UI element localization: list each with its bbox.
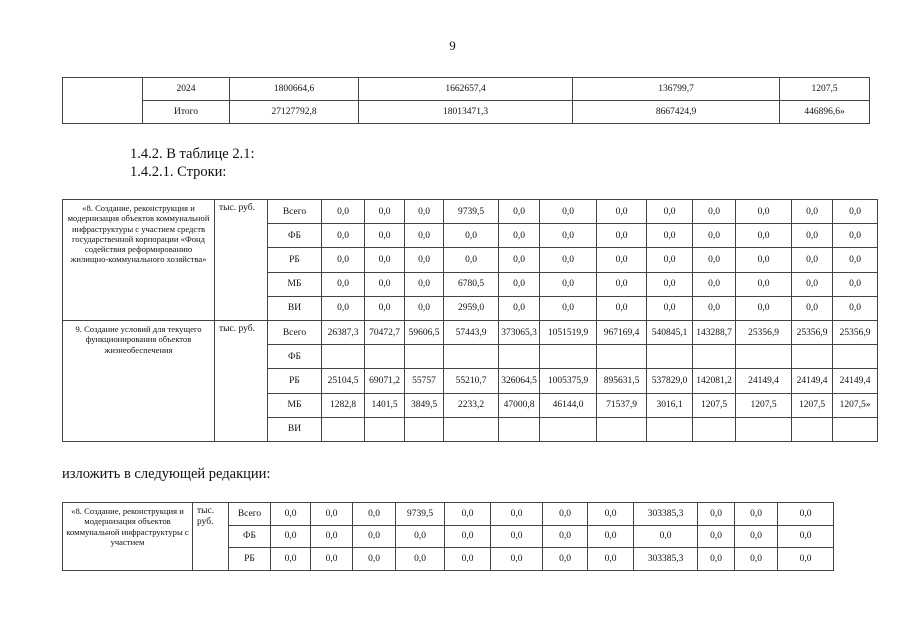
value-cell: 0,0 bbox=[271, 525, 311, 548]
value-cell bbox=[792, 345, 833, 369]
value-cell: 0,0 bbox=[445, 525, 491, 548]
value-cell: 0,0 bbox=[693, 272, 736, 296]
empty-cell bbox=[63, 78, 143, 124]
row-description: 9. Создание условий для текущего функционирования объектов жизнеобеспечения bbox=[63, 320, 215, 441]
value-cell: 303385,3 bbox=[634, 548, 698, 571]
value-cell: 0,0 bbox=[271, 548, 311, 571]
value-cell: 0,0 bbox=[597, 272, 647, 296]
value-cell: 540845,1 bbox=[647, 320, 693, 344]
value-cell: 0,0 bbox=[736, 296, 792, 320]
value-cell: 967169,4 bbox=[597, 320, 647, 344]
value-cell: 0,0 bbox=[735, 503, 778, 526]
value-cell: 0,0 bbox=[365, 248, 405, 272]
value-cell: 1207,5» bbox=[833, 393, 878, 417]
value-cell: 0,0 bbox=[693, 200, 736, 224]
value-cell: 0,0 bbox=[597, 200, 647, 224]
value-cell bbox=[405, 417, 444, 441]
value-cell: 0,0 bbox=[322, 272, 365, 296]
section-subheading: 1.4.2.1. Строки: bbox=[130, 164, 227, 180]
value-cell: 0,0 bbox=[322, 248, 365, 272]
value-cell: 46144,0 bbox=[540, 393, 597, 417]
value-cell bbox=[693, 417, 736, 441]
source-cell: РБ bbox=[268, 248, 322, 272]
value-cell bbox=[597, 345, 647, 369]
value-cell: 0,0 bbox=[833, 248, 878, 272]
value-cell: 0,0 bbox=[322, 200, 365, 224]
unit-cell: тыс. руб. bbox=[215, 200, 268, 321]
source-cell: РБ bbox=[229, 548, 271, 571]
value-cell: 1282,8 bbox=[322, 393, 365, 417]
source-cell: ВИ bbox=[268, 296, 322, 320]
value-cell: 0,0 bbox=[491, 503, 543, 526]
value-cell: 0,0 bbox=[311, 525, 353, 548]
table-row bbox=[63, 200, 878, 224]
value-cell: 0,0 bbox=[405, 272, 444, 296]
value-cell: 0,0 bbox=[698, 503, 735, 526]
value-cell: 0,0 bbox=[597, 248, 647, 272]
value-cell: 0,0 bbox=[365, 200, 405, 224]
value-cell: 25356,9 bbox=[833, 320, 878, 344]
value-cell: 0,0 bbox=[396, 548, 445, 571]
source-cell: ФБ bbox=[268, 345, 322, 369]
new-rows-table bbox=[62, 502, 834, 571]
value-cell: 0,0 bbox=[365, 296, 405, 320]
value-cell: 0,0 bbox=[396, 525, 445, 548]
value-cell: 0,0 bbox=[540, 272, 597, 296]
value-cell: 0,0 bbox=[833, 200, 878, 224]
value-cell bbox=[540, 417, 597, 441]
value-cell: 0,0 bbox=[499, 224, 540, 248]
value-cell bbox=[693, 345, 736, 369]
value-cell: 0,0 bbox=[540, 296, 597, 320]
value-cell: 0,0 bbox=[792, 224, 833, 248]
source-cell: Всего bbox=[268, 320, 322, 344]
value-cell: 303385,3 bbox=[634, 503, 698, 526]
value-cell bbox=[647, 417, 693, 441]
value-cell: 1207,5 bbox=[792, 393, 833, 417]
value-cell bbox=[792, 417, 833, 441]
value-cell: 57443,9 bbox=[444, 320, 499, 344]
value-cell: 8667424,9 bbox=[573, 101, 780, 124]
value-cell: 0,0 bbox=[353, 548, 396, 571]
value-cell: 0,0 bbox=[735, 548, 778, 571]
value-cell: 0,0 bbox=[322, 296, 365, 320]
value-cell: 0,0 bbox=[778, 503, 834, 526]
value-cell: 0,0 bbox=[736, 272, 792, 296]
value-cell bbox=[597, 417, 647, 441]
source-cell: МБ bbox=[268, 272, 322, 296]
source-cell: РБ bbox=[268, 369, 322, 393]
value-cell: 0,0 bbox=[693, 248, 736, 272]
value-cell: 1401,5 bbox=[365, 393, 405, 417]
value-cell: 25104,5 bbox=[322, 369, 365, 393]
value-cell: 0,0 bbox=[693, 296, 736, 320]
value-cell bbox=[540, 345, 597, 369]
value-cell: 0,0 bbox=[778, 548, 834, 571]
value-cell: 0,0 bbox=[353, 525, 396, 548]
value-cell: 0,0 bbox=[540, 248, 597, 272]
value-cell: 0,0 bbox=[491, 525, 543, 548]
value-cell: 0,0 bbox=[597, 296, 647, 320]
value-cell: 24149,4 bbox=[792, 369, 833, 393]
value-cell bbox=[444, 417, 499, 441]
value-cell: 0,0 bbox=[833, 272, 878, 296]
value-cell: 0,0 bbox=[445, 503, 491, 526]
value-cell: 136799,7 bbox=[573, 78, 780, 101]
unit-cell: тыс. руб. bbox=[193, 503, 229, 571]
value-cell: 2959,0 bbox=[444, 296, 499, 320]
value-cell: 0,0 bbox=[405, 200, 444, 224]
value-cell: 0,0 bbox=[792, 248, 833, 272]
value-cell: 0,0 bbox=[792, 296, 833, 320]
value-cell: 1207,5 bbox=[780, 78, 870, 101]
value-cell bbox=[499, 417, 540, 441]
value-cell: 0,0 bbox=[322, 224, 365, 248]
value-cell: 69071,2 bbox=[365, 369, 405, 393]
value-cell: 0,0 bbox=[735, 525, 778, 548]
source-cell: ФБ bbox=[268, 224, 322, 248]
source-cell: ВИ bbox=[268, 417, 322, 441]
value-cell: 0,0 bbox=[499, 296, 540, 320]
value-cell bbox=[322, 345, 365, 369]
value-cell: 0,0 bbox=[353, 503, 396, 526]
value-cell: 0,0 bbox=[634, 525, 698, 548]
value-cell bbox=[736, 345, 792, 369]
value-cell bbox=[833, 345, 878, 369]
value-cell bbox=[444, 345, 499, 369]
section-heading: 1.4.2. В таблице 2.1: bbox=[130, 146, 255, 162]
value-cell: 0,0 bbox=[445, 548, 491, 571]
value-cell: 0,0 bbox=[405, 224, 444, 248]
value-cell bbox=[322, 417, 365, 441]
row-description: «8. Создание, реконструкция и модернизация объектов коммунальной инфраструктуры с участием средств государственной корпорации «Фонд содействия реформированию жилищно-коммунального хозяйства» bbox=[63, 200, 215, 321]
value-cell: 0,0 bbox=[736, 248, 792, 272]
table-row bbox=[63, 503, 834, 526]
value-cell: 142081,2 bbox=[693, 369, 736, 393]
source-cell: Всего bbox=[268, 200, 322, 224]
value-cell: 55757 bbox=[405, 369, 444, 393]
table-row bbox=[63, 101, 870, 124]
old-rows-table bbox=[62, 199, 878, 442]
value-cell: 0,0 bbox=[540, 224, 597, 248]
value-cell: 0,0 bbox=[647, 296, 693, 320]
value-cell: 0,0 bbox=[698, 548, 735, 571]
value-cell: 143288,7 bbox=[693, 320, 736, 344]
value-cell: 0,0 bbox=[311, 503, 353, 526]
value-cell: 0,0 bbox=[833, 296, 878, 320]
value-cell: 0,0 bbox=[499, 272, 540, 296]
value-cell: 0,0 bbox=[444, 248, 499, 272]
value-cell: 0,0 bbox=[833, 224, 878, 248]
value-cell: 25356,9 bbox=[736, 320, 792, 344]
value-cell bbox=[833, 417, 878, 441]
value-cell: 0,0 bbox=[736, 200, 792, 224]
value-cell: 0,0 bbox=[588, 525, 634, 548]
value-cell: 0,0 bbox=[540, 200, 597, 224]
unit-cell: тыс. руб. bbox=[215, 320, 268, 441]
value-cell: 0,0 bbox=[499, 248, 540, 272]
value-cell: 2233,2 bbox=[444, 393, 499, 417]
year-cell: 2024 bbox=[143, 78, 230, 101]
value-cell bbox=[365, 345, 405, 369]
value-cell: 0,0 bbox=[543, 503, 588, 526]
value-cell: 0,0 bbox=[778, 525, 834, 548]
value-cell bbox=[365, 417, 405, 441]
source-cell: Всего bbox=[229, 503, 271, 526]
value-cell: 326064,5 bbox=[499, 369, 540, 393]
value-cell: 0,0 bbox=[311, 548, 353, 571]
value-cell: 0,0 bbox=[588, 503, 634, 526]
value-cell: 9739,5 bbox=[444, 200, 499, 224]
value-cell: 0,0 bbox=[543, 525, 588, 548]
value-cell: 6780,5 bbox=[444, 272, 499, 296]
value-cell: 59606,5 bbox=[405, 320, 444, 344]
top-table bbox=[62, 77, 870, 124]
value-cell: 0,0 bbox=[405, 296, 444, 320]
value-cell: 0,0 bbox=[647, 272, 693, 296]
value-cell: 0,0 bbox=[543, 548, 588, 571]
value-cell: 1051519,9 bbox=[540, 320, 597, 344]
value-cell bbox=[405, 345, 444, 369]
value-cell: 0,0 bbox=[736, 224, 792, 248]
value-cell: 3849,5 bbox=[405, 393, 444, 417]
value-cell: 0,0 bbox=[597, 224, 647, 248]
value-cell: 71537,9 bbox=[597, 393, 647, 417]
value-cell: 47000,8 bbox=[499, 393, 540, 417]
value-cell: 0,0 bbox=[444, 224, 499, 248]
value-cell: 18013471,3 bbox=[359, 101, 573, 124]
value-cell: 0,0 bbox=[792, 200, 833, 224]
value-cell: 0,0 bbox=[792, 272, 833, 296]
page-number: 9 bbox=[449, 38, 456, 53]
table-row bbox=[63, 320, 878, 344]
value-cell bbox=[499, 345, 540, 369]
value-cell: 55210,7 bbox=[444, 369, 499, 393]
value-cell: 25356,9 bbox=[792, 320, 833, 344]
value-cell: 1800664,6 bbox=[230, 78, 359, 101]
value-cell: 1207,5 bbox=[736, 393, 792, 417]
row-description: «8. Создание, реконструкция и модернизация объектов коммунальной инфраструктуры с участием bbox=[63, 503, 193, 571]
source-cell: ФБ bbox=[229, 525, 271, 548]
value-cell: 446896,6» bbox=[780, 101, 870, 124]
value-cell: 0,0 bbox=[271, 503, 311, 526]
value-cell: 1207,5 bbox=[693, 393, 736, 417]
value-cell: 0,0 bbox=[491, 548, 543, 571]
value-cell: 0,0 bbox=[647, 224, 693, 248]
value-cell: 0,0 bbox=[698, 525, 735, 548]
instruction-text: изложить в следующей редакции: bbox=[62, 466, 271, 482]
value-cell bbox=[736, 417, 792, 441]
value-cell: 0,0 bbox=[365, 224, 405, 248]
value-cell: 0,0 bbox=[405, 248, 444, 272]
value-cell: 0,0 bbox=[499, 200, 540, 224]
year-cell: Итого bbox=[143, 101, 230, 124]
value-cell: 9739,5 bbox=[396, 503, 445, 526]
value-cell: 27127792,8 bbox=[230, 101, 359, 124]
source-cell: МБ bbox=[268, 393, 322, 417]
value-cell: 0,0 bbox=[365, 272, 405, 296]
value-cell: 0,0 bbox=[647, 200, 693, 224]
table-row bbox=[63, 78, 870, 101]
value-cell: 1005375,9 bbox=[540, 369, 597, 393]
value-cell: 537829,0 bbox=[647, 369, 693, 393]
value-cell: 24149,4 bbox=[736, 369, 792, 393]
value-cell: 0,0 bbox=[588, 548, 634, 571]
value-cell: 0,0 bbox=[693, 224, 736, 248]
value-cell: 24149,4 bbox=[833, 369, 878, 393]
value-cell: 3016,1 bbox=[647, 393, 693, 417]
value-cell: 895631,5 bbox=[597, 369, 647, 393]
value-cell bbox=[647, 345, 693, 369]
value-cell: 0,0 bbox=[647, 248, 693, 272]
value-cell: 70472,7 bbox=[365, 320, 405, 344]
value-cell: 1662657,4 bbox=[359, 78, 573, 101]
value-cell: 373065,3 bbox=[499, 320, 540, 344]
value-cell: 26387,3 bbox=[322, 320, 365, 344]
